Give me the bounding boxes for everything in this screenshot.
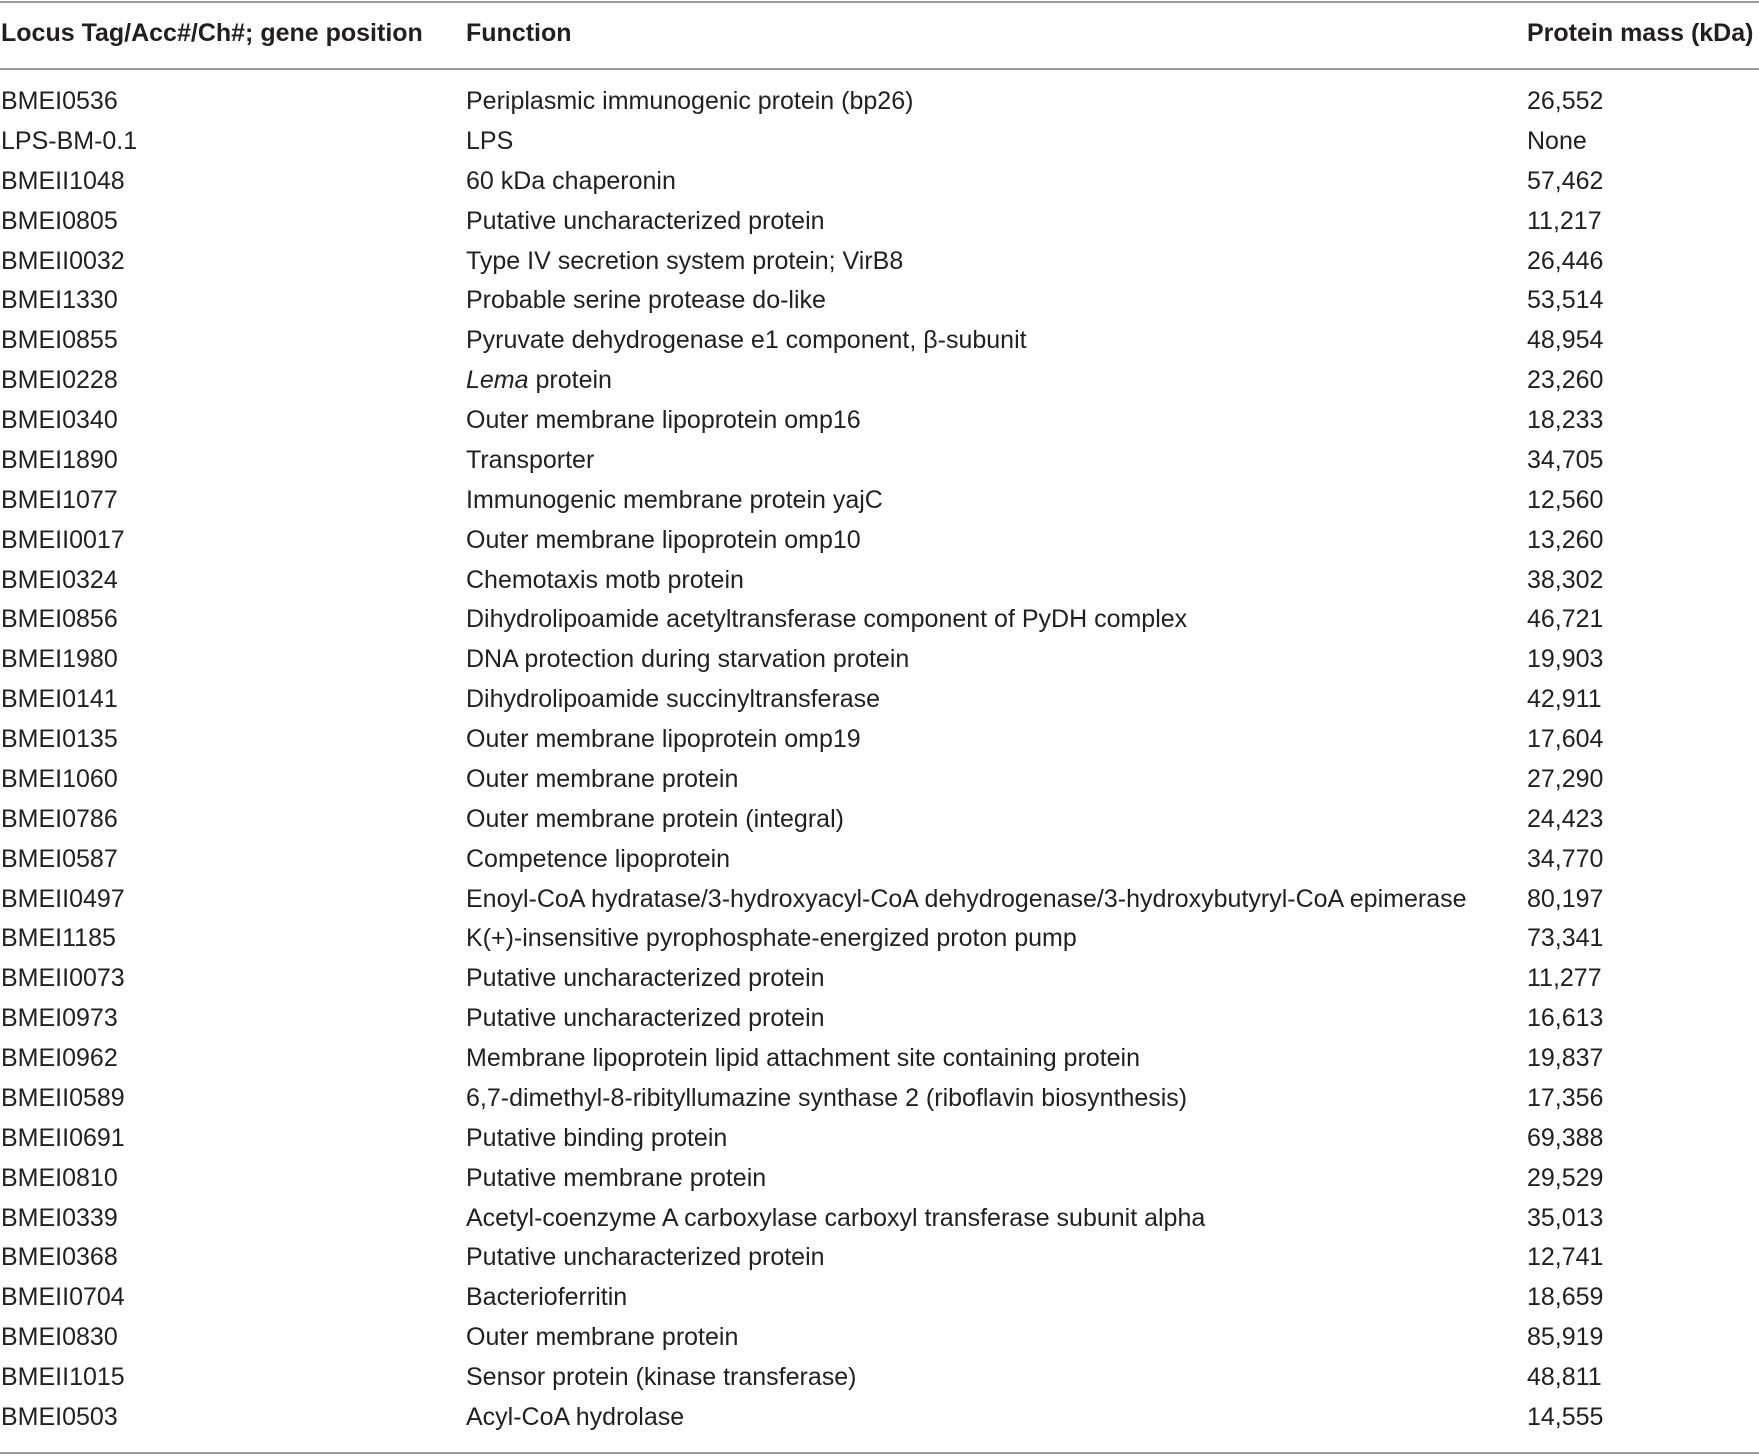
table-row	[0, 1357, 1759, 1397]
cell-locus: BMEII0017	[1, 525, 125, 554]
cell-function: Membrane lipoprotein lipid attachment site containing protein	[466, 1044, 1140, 1072]
table-row	[0, 81, 1759, 121]
table-row	[0, 560, 1759, 600]
cell-function: Outer membrane protein	[466, 1323, 739, 1352]
table-header-rule	[0, 68, 1759, 70]
cell-locus: LPS-BM-0.1	[1, 126, 138, 155]
cell-protein-mass: 11,217	[1527, 206, 1602, 235]
cell-function: Competence lipoprotein	[466, 844, 731, 873]
cell-function: Sensor protein (kinase transferase)	[466, 1363, 857, 1391]
table-row	[0, 1397, 1759, 1437]
cell-function: Putative binding protein	[466, 1123, 728, 1152]
cell-locus: BMEII0497	[1, 884, 125, 913]
table-row	[0, 1078, 1759, 1118]
cell-locus: BMEI1077	[1, 485, 118, 514]
cell-locus: BMEII1015	[1, 1363, 125, 1391]
table-row	[0, 759, 1759, 799]
cell-locus: BMEI0962	[1, 1044, 118, 1072]
cell-function: Enoyl-CoA hydratase/3-hydroxyacyl-CoA dehydrogenase/3-hydroxybutyryl-CoA epimerase	[466, 884, 1467, 913]
cell-locus: BMEI0856	[1, 605, 118, 634]
table-row	[0, 1158, 1759, 1198]
cell-protein-mass: 24,423	[1527, 804, 1604, 833]
cell-locus: BMEI0368	[1, 1243, 118, 1272]
cell-protein-mass: 18,659	[1527, 1283, 1604, 1312]
cell-locus: BMEI0339	[1, 1203, 118, 1232]
table-row	[0, 1317, 1759, 1357]
cell-locus: BMEI0587	[1, 844, 118, 873]
table-row	[0, 998, 1759, 1038]
cell-locus: BMEI0973	[1, 1004, 118, 1033]
table-row	[0, 639, 1759, 679]
cell-function: Immunogenic membrane protein yajC	[466, 485, 883, 514]
table-row	[0, 679, 1759, 719]
cell-locus: BMEI0324	[1, 565, 118, 594]
cell-locus: BMEI1980	[1, 645, 118, 674]
table-row	[0, 1237, 1759, 1277]
cell-protein-mass: 26,552	[1527, 87, 1604, 115]
table-row	[0, 958, 1759, 998]
cell-protein-mass: 46,721	[1527, 605, 1604, 634]
cell-locus: BMEI0786	[1, 804, 118, 833]
cell-function: Bacterioferritin	[466, 1283, 628, 1312]
cell-function: Outer membrane lipoprotein omp10	[466, 525, 861, 554]
cell-protein-mass: 19,903	[1527, 645, 1604, 674]
table-row	[0, 1198, 1759, 1238]
table-row	[0, 520, 1759, 560]
cell-function: Dihydrolipoamide succinyltransferase	[466, 685, 881, 714]
cell-function: DNA protection during starvation protein	[466, 645, 910, 674]
cell-function-rest: protein	[528, 366, 612, 395]
cell-locus: BMEI0536	[1, 87, 118, 115]
cell-locus: BMEI0228	[1, 366, 118, 395]
cell-protein-mass: 27,290	[1527, 764, 1604, 793]
cell-function: Putative uncharacterized protein	[466, 964, 825, 993]
header-protein-mass: Protein mass (kDa)	[1527, 19, 1754, 47]
cell-function: Outer membrane protein	[466, 764, 739, 793]
cell-function: 60 kDa chaperonin	[466, 166, 676, 195]
table-row	[0, 799, 1759, 839]
cell-protein-mass: 12,741	[1527, 1243, 1604, 1272]
header-function: Function	[466, 19, 572, 47]
cell-function: Outer membrane lipoprotein omp19	[466, 725, 861, 753]
cell-function: Probable serine protease do-like	[466, 286, 826, 315]
cell-protein-mass: 34,705	[1527, 445, 1604, 474]
cell-protein-mass: 13,260	[1527, 525, 1604, 554]
cell-protein-mass: 16,613	[1527, 1004, 1604, 1033]
table-row	[0, 879, 1759, 919]
header-locus: Locus Tag/Acc#/Ch#; gene position	[1, 19, 423, 47]
table-row	[0, 1118, 1759, 1158]
cell-function: K(+)-insensitive pyrophosphate-energized proton pump	[466, 924, 1077, 953]
table-bottom-rule	[0, 1452, 1759, 1454]
cell-protein-mass: 17,604	[1527, 725, 1604, 753]
cell-locus: BMEI0810	[1, 1163, 118, 1192]
table-row	[0, 599, 1759, 639]
cell-locus: BMEI1330	[1, 286, 118, 315]
cell-protein-mass: 19,837	[1527, 1044, 1604, 1072]
cell-function: LPS	[466, 126, 514, 155]
cell-protein-mass: 85,919	[1527, 1323, 1604, 1352]
cell-function: Acyl-CoA hydrolase	[466, 1402, 685, 1431]
cell-protein-mass: 23,260	[1527, 366, 1604, 395]
cell-locus: BMEI0141	[1, 685, 118, 714]
cell-locus: BMEI1890	[1, 445, 118, 474]
cell-function: Periplasmic immunogenic protein (bp26)	[466, 87, 914, 115]
table-row	[0, 480, 1759, 520]
cell-function: Putative uncharacterized protein	[466, 1004, 825, 1033]
cell-protein-mass: 38,302	[1527, 565, 1604, 594]
cell-protein-mass: 48,811	[1527, 1363, 1602, 1391]
cell-function: Putative uncharacterized protein	[466, 206, 825, 235]
cell-function: Outer membrane lipoprotein omp16	[466, 406, 861, 434]
cell-function: Outer membrane protein (integral)	[466, 804, 844, 833]
cell-locus: BMEI0503	[1, 1402, 118, 1431]
cell-protein-mass: 11,277	[1527, 964, 1602, 993]
table-row	[0, 440, 1759, 480]
table-row	[0, 1038, 1759, 1078]
cell-function: Putative uncharacterized protein	[466, 1243, 825, 1272]
table-row	[0, 121, 1759, 161]
cell-locus: BMEI0805	[1, 206, 118, 235]
cell-locus: BMEI0340	[1, 406, 118, 434]
cell-function: Transporter	[466, 445, 595, 474]
cell-function: Type IV secretion system protein; VirB8	[466, 246, 904, 275]
table-row	[0, 360, 1759, 400]
cell-protein-mass: 17,356	[1527, 1083, 1604, 1112]
table-header-row	[0, 0, 1759, 68]
cell-locus: BMEII0032	[1, 246, 125, 275]
cell-protein-mass: 26,446	[1527, 246, 1604, 275]
cell-protein-mass: 12,560	[1527, 485, 1604, 514]
cell-protein-mass: 57,462	[1527, 166, 1604, 195]
cell-locus: BMEII0589	[1, 1083, 125, 1112]
cell-function: Acetyl-coenzyme A carboxylase carboxyl transferase subunit alpha	[466, 1203, 1206, 1232]
table-row	[0, 839, 1759, 879]
cell-locus: BMEI1185	[1, 924, 116, 953]
cell-protein-mass: 42,911	[1527, 685, 1602, 714]
cell-locus: BMEI0135	[1, 725, 118, 753]
cell-locus: BMEII1048	[1, 166, 125, 195]
cell-protein-mass: 18,233	[1527, 406, 1604, 434]
cell-locus: BMEI1060	[1, 764, 118, 793]
cell-protein-mass: 34,770	[1527, 844, 1604, 873]
cell-function: Dihydrolipoamide acetyltransferase component of PyDH complex	[466, 605, 1188, 634]
cell-protein-mass: 80,197	[1527, 884, 1604, 913]
table-row	[0, 719, 1759, 759]
cell-locus: BMEII0704	[1, 1283, 125, 1312]
cell-locus: BMEI0855	[1, 326, 118, 355]
cell-function: Chemotaxis motb protein	[466, 565, 744, 594]
cell-protein-mass: 35,013	[1527, 1203, 1604, 1232]
table-row	[0, 400, 1759, 440]
table-row	[0, 1277, 1759, 1317]
cell-protein-mass: 69,388	[1527, 1123, 1604, 1152]
cell-locus: BMEII0073	[1, 964, 125, 993]
cell-protein-mass: None	[1527, 126, 1587, 155]
table-row	[0, 280, 1759, 320]
cell-function-italic: Lema	[466, 366, 529, 395]
cell-function: 6,7-dimethyl-8-ribityllumazine synthase 2 (riboflavin biosynthesis)	[466, 1083, 1188, 1112]
table-row	[0, 161, 1759, 201]
table-row	[0, 201, 1759, 241]
cell-protein-mass: 29,529	[1527, 1163, 1604, 1192]
table-row	[0, 241, 1759, 281]
cell-protein-mass: 14,555	[1527, 1402, 1604, 1431]
cell-protein-mass: 53,514	[1527, 286, 1604, 315]
cell-locus: BMEII0691	[1, 1123, 125, 1152]
cell-locus: BMEI0830	[1, 1323, 118, 1352]
cell-protein-mass: 73,341	[1527, 924, 1604, 953]
table-row	[0, 320, 1759, 360]
table-row	[0, 918, 1759, 958]
cell-function: Putative membrane protein	[466, 1163, 767, 1192]
cell-function: Pyruvate dehydrogenase e1 component, β-subunit	[466, 326, 1027, 355]
table-body	[0, 81, 1759, 1437]
cell-protein-mass: 48,954	[1527, 326, 1604, 355]
cell-function	[466, 360, 612, 400]
